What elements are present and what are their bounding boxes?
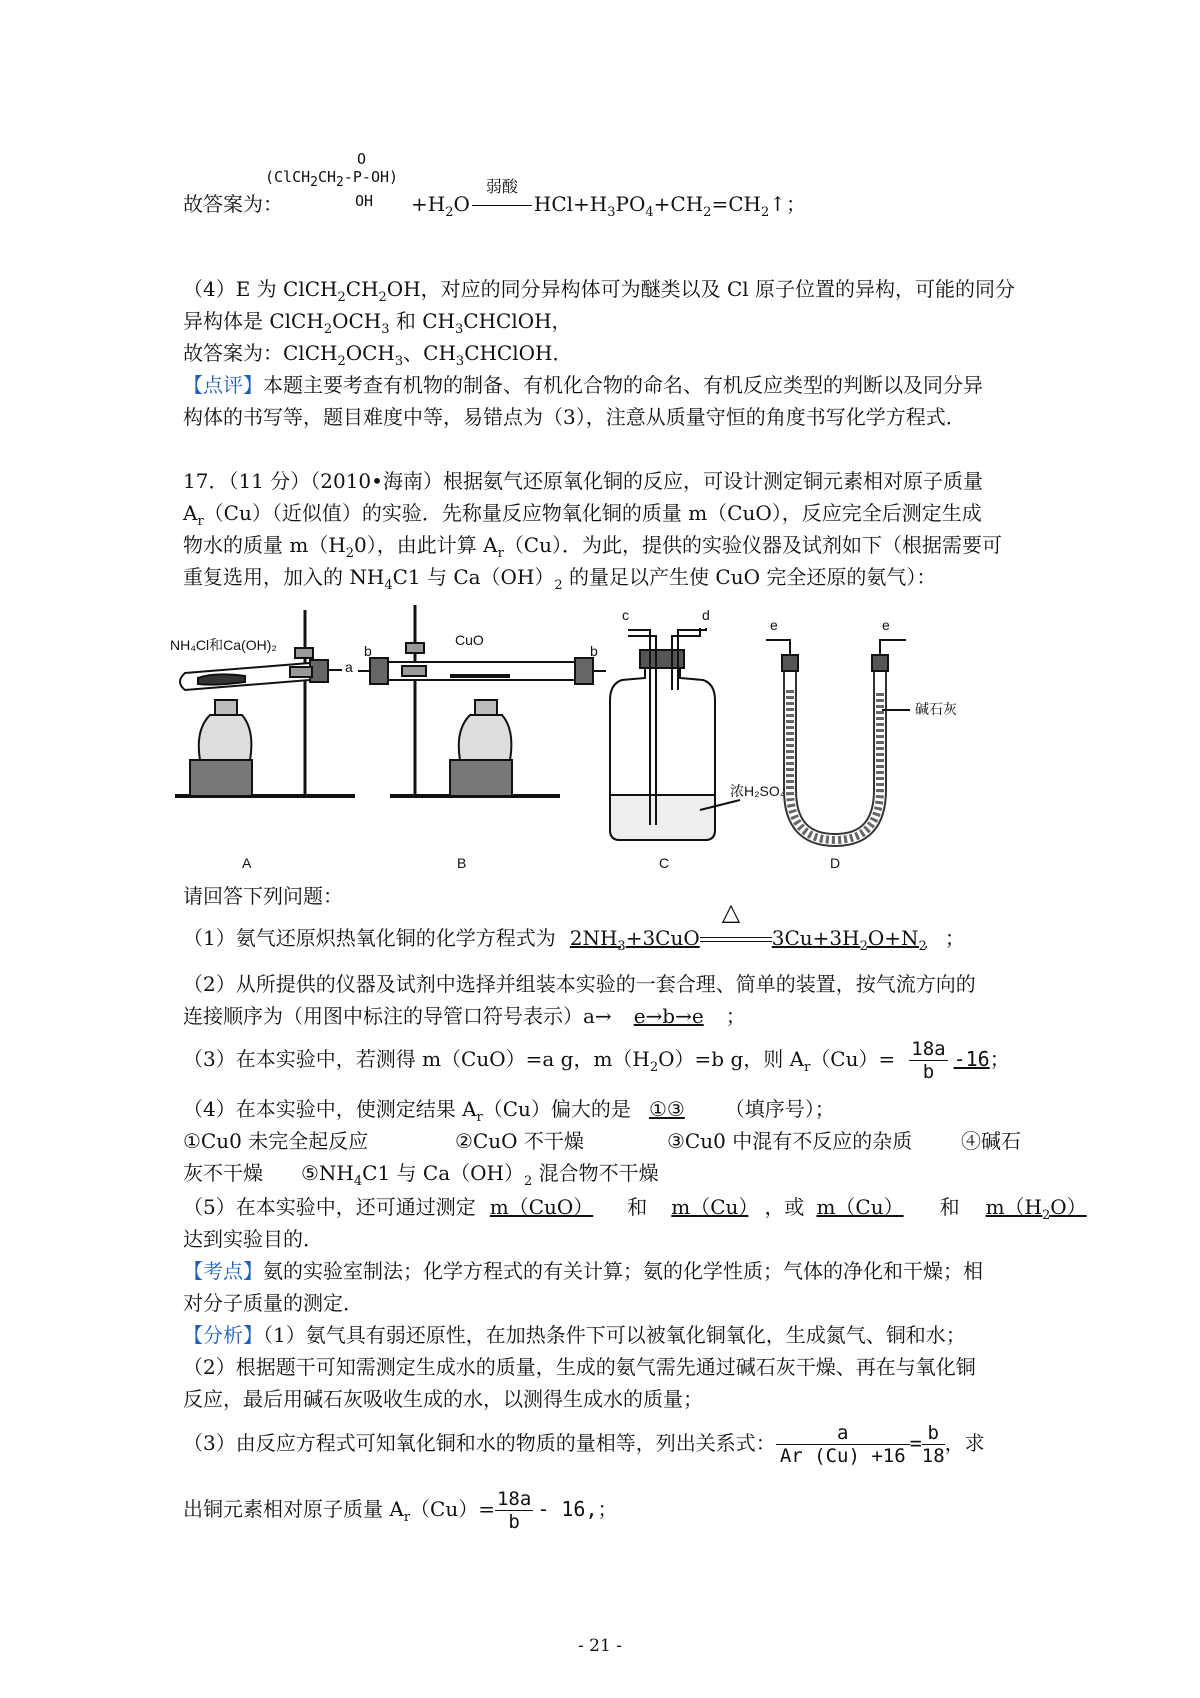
label-port-a: a: [345, 659, 353, 675]
apparatus-figure: [170, 600, 990, 875]
options-line-2: 灰不干燥 $⑤NH_4C1$ 与 $Ca(OH)_2$ 混合物不干燥: [183, 1161, 659, 1189]
comment-line: 【点评】本题主要考查有机物的制备、有机化合物的命名、有机反应类型的判断以及同分异: [183, 373, 983, 397]
label-b: B: [457, 855, 467, 871]
structural-formula: [265, 150, 398, 210]
apparatus-d: [766, 640, 910, 840]
answer-formula: $\frac{18a}{b}$ -16: [911, 1038, 990, 1083]
text-line: （4）E 为 $ClCH_2CH_2OH$，对应的同分异构体可为醚类以及 Cl 原子位置的异构，可能的同分: [183, 277, 1016, 305]
text-line: $A_r(Cu)$（近似值）的实验．先称量反应物氧化铜的质量 m（CuO），反应完全后测定生成: [183, 501, 982, 529]
subquestion-5: （5）在本实验中，还可通过测定 m（CuO） 和 m（Cu） ，或 m（Cu） 和 $m(H_2O)$: [183, 1195, 1087, 1223]
kaodian-line: 【考点】氨的实验室制法；化学方程式的有关计算；氨的化学性质；气体的净化和干燥；相: [183, 1259, 983, 1283]
text-line: （2）根据题干可知需测定生成水的质量，生成的氨气需先通过碱石灰干燥、再在与氧化铜: [183, 1355, 976, 1379]
text-line: 构体的书写等，题目难度中等，易错点为（3），注意从质量守恒的角度书写化学方程式．: [183, 405, 966, 429]
formula-hydroxyl: OH: [355, 192, 374, 210]
text-line: 反应，最后用碱石灰吸收生成的水，以测得生成水的质量；: [183, 1387, 703, 1411]
options-line: [183, 1127, 1023, 1155]
formula-oxygen: O: [357, 150, 367, 168]
fraction-left: $\frac{a}{Ar (Cu) +16}$: [776, 1422, 910, 1467]
text-line: 重复选用，加入的 $NH_4C1$ 与 $Ca(OH)_2$ 的量足以产生使 CuO 完全还原的氨气）：: [183, 565, 937, 593]
label-a-reagent: NH₄Cl和Ca(OH)₂: [170, 637, 277, 653]
label-port-b-right: b: [590, 643, 598, 659]
label-d-reagent: 碱石灰: [915, 701, 957, 717]
label-b-reagent: CuO: [455, 632, 484, 648]
fraction-right: $\frac{b}{18}$: [921, 1422, 945, 1467]
text-line: 达到实验目的．: [183, 1227, 323, 1251]
label-a: A: [242, 855, 252, 871]
answer-equation: $2NH_3+3CuO$ △ $3Cu+3H_2O+N_2$: [569, 898, 927, 954]
label-port-e-left: e: [770, 617, 778, 633]
formula-chain: $(ClCH_2CH_2-P-OH)$: [265, 168, 399, 190]
label-port-e-right: e: [882, 617, 890, 633]
tag-kaodian: 【考点】: [183, 1259, 263, 1283]
answer-line-structure: [183, 150, 983, 220]
text-line: 异构体是 $ClCH_2OCH_3$ 和 $CH_3CHClOH$，: [183, 309, 572, 337]
label-port-b-left: b: [364, 643, 372, 659]
reaction-equation: $+H_2O$ 弱酸 $HCl+H_3PO_4+CH_2=CH_2↑$；: [411, 188, 806, 220]
analysis-3: （3）由反应方程式可知氧化铜和水的物质的量相等，列出关系式： $\frac{a}{Ar (Cu) +16}$ = $\frac{b}{18}$ ，求: [183, 1422, 985, 1467]
option-3: ③Cu0 中混有不反应的杂质: [667, 1129, 913, 1153]
text-line: 物水的质量 $m(H_20)$，由此计算 $A_r(Cu)$．为此，提供的实验仪器及试剂如下（根据需要可: [183, 533, 1002, 561]
option-4: ④碱石: [961, 1129, 1021, 1153]
reaction-condition: 弱酸: [485, 177, 518, 196]
text-line: 故答案为：$ClCH_2OCH_3$、$CH_3CHClOH$．: [183, 341, 573, 369]
analysis-3-result: 出铜元素相对原子质量 $A_r(Cu)=$ $\frac{18a}{b}$ - 16,；: [183, 1488, 618, 1533]
answer-choices: ①③: [648, 1097, 685, 1121]
label-port-c: c: [622, 607, 629, 623]
tag-dianping: 【点评】: [183, 373, 263, 397]
text-line: 对分子质量的测定．: [183, 1291, 363, 1315]
text-line: （2）从所提供的仪器及试剂中选择并组装本实验的一套合理、简单的装置，按气流方向的: [183, 972, 976, 996]
page-number: - 21 -: [578, 1636, 622, 1656]
answer-sequence: e→b→e: [633, 1004, 704, 1028]
subquestion-2: 连接顺序为（用图中标注的导管口符号表示）a→ e→b→e ；: [183, 1004, 746, 1028]
fenxi-line: 【分析】（1）氨气具有弱还原性，在加热条件下可以被氧化铜氧化，生成氮气、铜和水；: [183, 1323, 966, 1347]
label-c: C: [659, 855, 670, 871]
text-line: 请回答下列问题：: [183, 884, 343, 908]
subquestion-1: （1）氨气还原炽热氧化铜的化学方程式为 $2NH_3+3CuO$ △ $3Cu+3H_2O+N_2$ ；: [183, 898, 965, 954]
option-1: ①Cu0 未完全起反应: [183, 1129, 369, 1153]
apparatus-c: [610, 628, 740, 840]
label-port-d: d: [702, 607, 710, 623]
label-c-reagent: 浓H₂SO₄: [730, 783, 786, 799]
label-d: D: [830, 855, 841, 871]
option-2: ②CuO 不干燥: [455, 1129, 584, 1153]
subquestion-3: （3）在本实验中，若测得 m（CuO）=a g，$m(H_2O)=b$ g，则 $A_r(Cu)=$ $\frac{18a}{b}$ -16；: [183, 1038, 1010, 1083]
heat-symbol: △: [721, 898, 741, 926]
answer-prefix: 故答案为：: [183, 192, 283, 216]
tag-fenxi: 【分析】: [183, 1323, 263, 1347]
question-17-line: 17．（11 分）（2010•海南）根据氨气还原氧化铜的反应，可设计测定铜元素相对原子质量: [183, 469, 983, 493]
subquestion-4: （4）在本实验中，使测定结果 $A_r(Cu)$偏大的是 ①③ （填序号）；: [183, 1097, 835, 1125]
